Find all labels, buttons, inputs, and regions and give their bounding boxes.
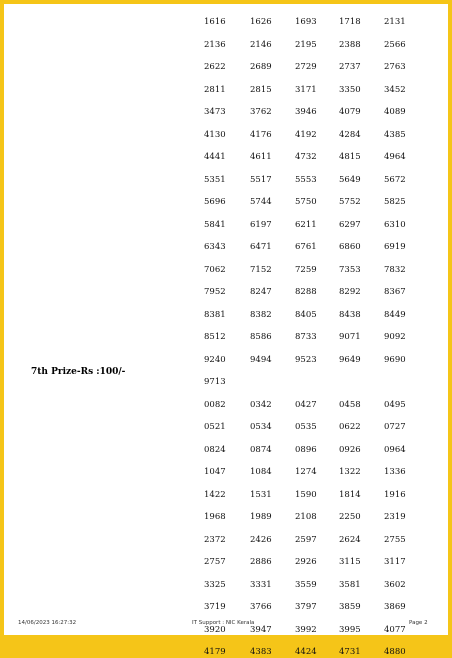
table-row	[204, 444, 444, 456]
result-page	[4, 4, 448, 657]
ticket-number: 2757	[204, 557, 226, 567]
ticket-number: 5841	[204, 219, 226, 230]
table-row	[204, 309, 444, 321]
ticket-number: 2108	[295, 512, 317, 522]
ticket-number: 1531	[250, 489, 272, 500]
ticket-number: 1814	[339, 489, 361, 500]
ticket-number: 5649	[339, 174, 361, 185]
ticket-number: 5672	[384, 174, 406, 185]
ticket-number: 8367	[384, 287, 406, 297]
ticket-number: 3859	[339, 602, 361, 612]
ticket-number: 3992	[295, 624, 317, 635]
ticket-number: 3350	[339, 84, 361, 95]
ticket-number: 0824	[204, 444, 226, 455]
ticket-number: 4441	[204, 152, 226, 162]
ticket-number: 2886	[250, 557, 272, 567]
ticket-number: 5696	[204, 197, 226, 207]
ticket-number: 2388	[339, 39, 361, 50]
table-row	[204, 241, 444, 253]
ticket-number: 3869	[384, 602, 406, 612]
ticket-number: 1322	[339, 467, 361, 477]
ticket-number: 4424	[295, 647, 317, 657]
ticket-number: 1718	[339, 17, 361, 27]
table-row	[204, 196, 444, 208]
ticket-number: 6343	[204, 242, 226, 252]
ticket-number: 2729	[295, 62, 317, 72]
table-row	[204, 174, 444, 186]
ticket-number: 5750	[295, 197, 317, 207]
ticket-number: 6471	[250, 242, 272, 252]
ticket-number: 4880	[384, 647, 406, 657]
ticket-number: 2926	[295, 557, 317, 567]
ticket-number: 1422	[204, 489, 226, 500]
table-row	[204, 264, 444, 276]
ticket-number: 0427	[295, 399, 317, 410]
ticket-number: 5517	[250, 174, 272, 185]
ticket-number: 1590	[295, 489, 317, 500]
ticket-number: 1616	[204, 17, 226, 27]
ticket-number: 1047	[204, 467, 226, 477]
ticket-number: 0535	[295, 422, 317, 432]
ticket-number: 8247	[250, 287, 272, 297]
ticket-number: 3581	[339, 579, 361, 590]
ticket-number: 4077	[384, 624, 406, 635]
ticket-number: 6197	[250, 219, 272, 230]
ticket-number: 6310	[384, 219, 406, 230]
table-row	[204, 129, 444, 141]
ticket-number: 0082	[204, 399, 226, 410]
table-row	[204, 106, 444, 118]
ticket-number: 8292	[339, 287, 361, 297]
ticket-number: 7832	[384, 264, 406, 275]
ticket-number: 6860	[339, 242, 361, 252]
ticket-number: 8512	[204, 332, 226, 342]
ticket-number: 8381	[204, 309, 226, 320]
ticket-number: 3559	[295, 579, 317, 590]
ticket-number: 2763	[384, 62, 406, 72]
ticket-number: 4731	[339, 647, 361, 657]
ticket-number: 2811	[204, 84, 226, 95]
ticket-number: 0521	[204, 422, 226, 432]
ticket-number: 3115	[339, 557, 361, 567]
ticket-number: 3995	[339, 624, 361, 635]
ticket-number: 3762	[250, 107, 272, 117]
table-row	[204, 489, 444, 501]
ticket-number: 1274	[295, 467, 317, 477]
table-row	[204, 534, 444, 546]
ticket-number: 9494	[250, 354, 272, 365]
ticket-number: 3325	[204, 579, 226, 590]
footer-page-number: Page 2	[409, 620, 428, 626]
ticket-number: 0458	[339, 399, 361, 410]
ticket-number: 1693	[295, 17, 317, 27]
ticket-number: 6211	[295, 219, 317, 230]
ticket-number: 2372	[204, 534, 226, 545]
ticket-number: 2146	[250, 39, 272, 50]
ticket-number: 8733	[295, 332, 317, 342]
ticket-number: 5553	[295, 174, 317, 185]
ticket-number: 4732	[295, 152, 317, 162]
table-row	[204, 421, 444, 433]
ticket-number: 2597	[295, 534, 317, 545]
ticket-number: 8586	[250, 332, 272, 342]
ticket-number: 4179	[204, 647, 226, 657]
ticket-number: 4089	[384, 107, 406, 117]
table-row	[204, 466, 444, 478]
ticket-number: 0926	[339, 444, 361, 455]
ticket-number: 1626	[250, 17, 272, 27]
ticket-number: 0342	[250, 399, 272, 410]
ticket-number: 9713	[204, 377, 226, 387]
ticket-number: 7259	[295, 264, 317, 275]
ticket-number: 2624	[339, 534, 361, 545]
ticket-number: 6761	[295, 242, 317, 252]
footer-support: IT Support : NIC Kerala	[192, 620, 255, 626]
ticket-number: 3766	[250, 602, 272, 612]
ticket-number: 8382	[250, 309, 272, 320]
ticket-number: 3171	[295, 84, 317, 95]
table-row	[204, 16, 444, 28]
ticket-number: 7353	[339, 264, 361, 275]
ticket-number: 2131	[384, 17, 406, 27]
ticket-number: 8438	[339, 309, 361, 320]
ticket-number: 4079	[339, 107, 361, 117]
ticket-number: 2250	[339, 512, 361, 522]
ticket-number: 2622	[204, 62, 226, 72]
table-row	[204, 354, 444, 366]
ticket-number: 2755	[384, 534, 406, 545]
ticket-number: 5351	[204, 174, 226, 185]
table-row	[204, 84, 444, 96]
ticket-number: 0495	[384, 399, 406, 410]
ticket-number: 7152	[250, 264, 272, 275]
table-row	[204, 579, 444, 591]
ticket-number: 5744	[250, 197, 272, 207]
ticket-number: 2319	[384, 512, 406, 522]
ticket-number: 3331	[250, 579, 272, 590]
ticket-number: 9071	[339, 332, 361, 342]
ticket-number: 1968	[204, 512, 226, 522]
ticket-number: 2737	[339, 62, 361, 72]
ticket-number: 3947	[250, 624, 272, 635]
ticket-number: 9649	[339, 354, 361, 365]
table-row	[204, 219, 444, 231]
ticket-number: 0964	[384, 444, 406, 455]
ticket-number: 2136	[204, 39, 226, 50]
ticket-number: 3946	[295, 107, 317, 117]
ticket-number: 5752	[339, 197, 361, 207]
ticket-number: 4383	[250, 647, 272, 657]
ticket-number: 3797	[295, 602, 317, 612]
ticket-number: 3920	[204, 624, 226, 635]
ticket-number: 4284	[339, 129, 361, 140]
table-row	[204, 286, 444, 298]
ticket-number: 8405	[295, 309, 317, 320]
ticket-number: 4130	[204, 129, 226, 140]
ticket-number: 2689	[250, 62, 272, 72]
table-row	[204, 331, 444, 343]
ticket-number: 7062	[204, 264, 226, 275]
ticket-number: 5825	[384, 197, 406, 207]
table-row	[204, 399, 444, 411]
ticket-number: 9240	[204, 354, 226, 365]
ticket-number: 3719	[204, 602, 226, 612]
ticket-number: 0727	[384, 422, 406, 432]
ticket-number: 4176	[250, 129, 272, 140]
ticket-number: 8449	[384, 309, 406, 320]
ticket-number: 1336	[384, 467, 406, 477]
ticket-number: 0896	[295, 444, 317, 455]
ticket-number: 2566	[384, 39, 406, 50]
ticket-number: 4385	[384, 129, 406, 140]
ticket-number: 1916	[384, 489, 406, 500]
ticket-number: 9092	[384, 332, 406, 342]
table-row	[204, 646, 444, 658]
ticket-number: 9523	[295, 354, 317, 365]
ticket-number: 3452	[384, 84, 406, 95]
ticket-number: 4815	[339, 152, 361, 162]
ticket-number: 0622	[339, 422, 361, 432]
prize-label-7th: 7th Prize-Rs :100/-	[31, 367, 126, 377]
ticket-number: 2195	[295, 39, 317, 50]
table-row	[204, 39, 444, 51]
footer-timestamp: 14/06/2023 16:27:32	[18, 620, 77, 626]
ticket-number: 3117	[384, 557, 406, 567]
ticket-number: 0534	[250, 422, 272, 432]
table-row	[204, 151, 444, 163]
ticket-number: 6297	[339, 219, 361, 230]
ticket-number: 1084	[250, 467, 272, 477]
ticket-number: 2426	[250, 534, 272, 545]
table-row	[204, 556, 444, 568]
ticket-number: 3473	[204, 107, 226, 117]
table-row	[204, 61, 444, 73]
table-row	[204, 601, 444, 613]
ticket-number: 4192	[295, 129, 317, 140]
ticket-number: 6919	[384, 242, 406, 252]
table-row	[204, 376, 444, 388]
ticket-number: 2815	[250, 84, 272, 95]
ticket-number: 4611	[250, 152, 272, 162]
ticket-number: 4964	[384, 152, 406, 162]
ticket-number: 9690	[384, 354, 406, 365]
ticket-number: 1989	[250, 512, 272, 522]
ticket-number: 0874	[250, 444, 272, 455]
table-row	[204, 511, 444, 523]
ticket-number: 8288	[295, 287, 317, 297]
ticket-number: 7952	[204, 287, 226, 297]
ticket-number: 3602	[384, 579, 406, 590]
